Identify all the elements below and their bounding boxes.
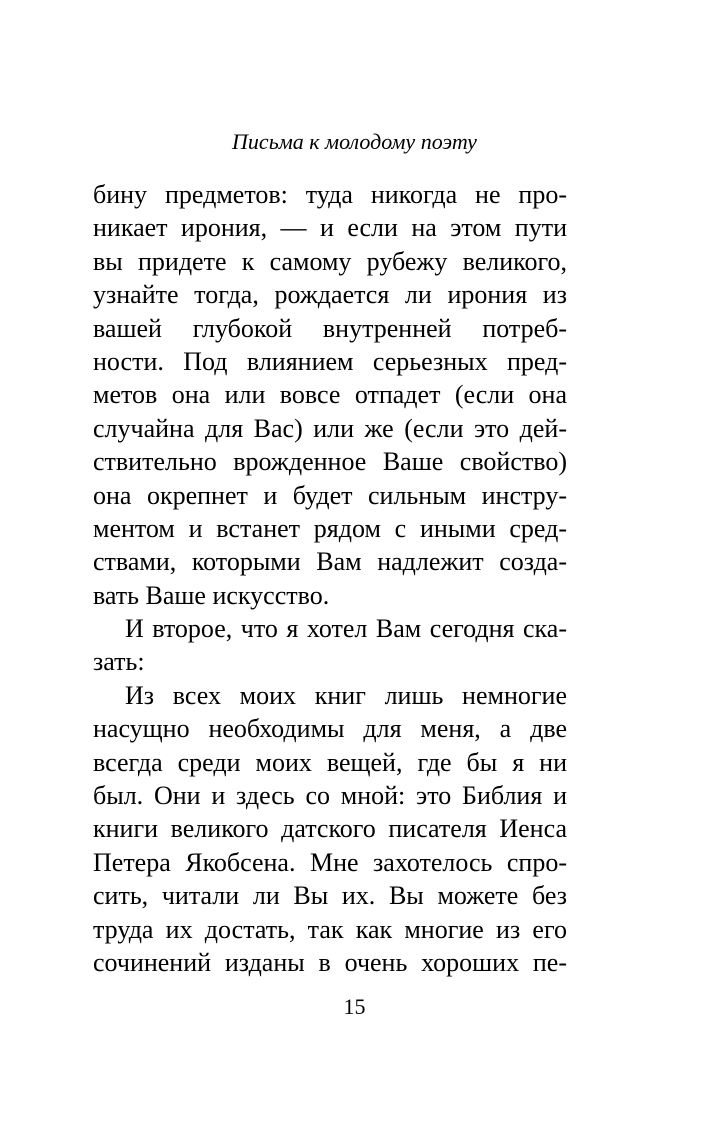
- text-line: ствительно врожденное Ваше свойство): [93, 447, 567, 477]
- text-line: бину предметов: туда никогда не про-: [93, 180, 567, 209]
- running-head: Письма к молодому поэту: [232, 129, 477, 154]
- text-line: ствами, которыми Вам надлежит созда-: [93, 547, 567, 577]
- text-line: книги великого датского писателя Иенса: [93, 814, 567, 844]
- text-line: сить, читали ли Вы их. Вы можете без: [93, 881, 567, 911]
- text-line: узнайте тогда, рождается ли ирония из: [93, 280, 567, 310]
- text-line: Из всех моих книг лишь немногие: [125, 680, 567, 710]
- page-number: 15: [343, 994, 366, 1019]
- text-line: И второе, что я хотел Вам сегодня ска-: [125, 614, 567, 644]
- text-line: случайна для Вас) или же (если это дей-: [93, 413, 567, 443]
- text-line: метов она или вовсе отпадет (если она: [93, 380, 567, 410]
- text-line: сочинений изданы в очень хороших пе-: [93, 947, 567, 977]
- text-line: был. Они и здесь со мной: это Библия и: [93, 781, 567, 811]
- text-line: никает ирония, — и если на этом пути: [93, 213, 567, 243]
- text-line: труда их достать, так как многие из его: [93, 914, 567, 944]
- text-line: насущно необходимы для меня, а две: [93, 714, 567, 744]
- text-line: вы придете к самому рубежу великого,: [93, 246, 567, 276]
- text-line: вать Ваше искусство.: [93, 580, 330, 610]
- text-line: зать:: [93, 647, 145, 677]
- text-line: она окрепнет и будет сильным инстру-: [93, 480, 567, 510]
- text-line: вашей глубокой внутренней потреб-: [93, 313, 567, 343]
- text-line: ментом и встанет рядом с иными сред-: [93, 513, 567, 543]
- text-line: всегда среди моих вещей, где бы я ни: [93, 747, 567, 777]
- text-line: ности. Под влиянием серьезных пред-: [93, 346, 567, 376]
- text-line: Петера Якобсена. Мне захотелось спро-: [93, 847, 567, 877]
- body-text: [93, 178, 567, 979]
